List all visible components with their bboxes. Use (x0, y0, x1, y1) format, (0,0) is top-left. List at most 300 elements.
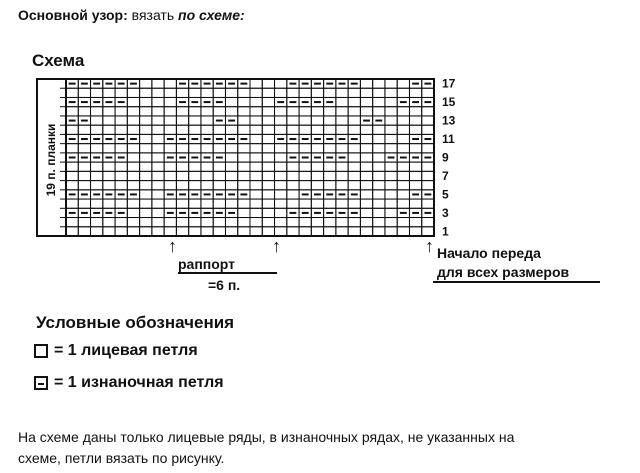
knit-cell (275, 171, 287, 180)
knit-cell (103, 171, 115, 180)
knit-cell (311, 125, 323, 134)
knit-cell (262, 153, 274, 162)
knit-cell (127, 218, 139, 227)
knit-cell (397, 125, 409, 134)
knit-cell (152, 144, 164, 153)
knit-cell (140, 171, 152, 180)
knit-cell (324, 171, 336, 180)
placket-label: 19 п. планки (44, 123, 58, 197)
knit-cell (275, 199, 287, 208)
knit-cell (422, 125, 434, 134)
knit-cell (275, 88, 287, 97)
knit-cell (115, 125, 127, 134)
legend-knit-text: = 1 лицевая петля (54, 342, 198, 359)
knit-cell (152, 88, 164, 97)
knit-cell (115, 107, 127, 116)
knit-cell (409, 181, 421, 190)
knit-cell (397, 218, 409, 227)
knit-cell (140, 190, 152, 199)
knit-cell (373, 171, 385, 180)
knit-cell (152, 116, 164, 125)
knit-cell (360, 97, 372, 106)
legend-purl-text: = 1 изнаночная петля (54, 374, 224, 391)
knit-cell (397, 79, 409, 88)
knit-cell (287, 190, 299, 199)
knit-cell (78, 162, 90, 171)
knit-cell (140, 79, 152, 88)
knit-cell (238, 181, 250, 190)
knit-cell (152, 125, 164, 134)
knit-cell (140, 153, 152, 162)
knit-cell (164, 162, 176, 171)
knit-cell (103, 199, 115, 208)
knit-cell (225, 162, 237, 171)
knit-cell (140, 88, 152, 97)
knit-cell (250, 227, 262, 236)
knit-cell (115, 171, 127, 180)
knit-cell (360, 162, 372, 171)
knit-cell (409, 171, 421, 180)
knit-cell (385, 181, 397, 190)
knit-cell (201, 116, 213, 125)
knit-cell (409, 199, 421, 208)
scheme-title: Схема (32, 51, 85, 70)
knit-cell (176, 227, 188, 236)
knit-cell (324, 116, 336, 125)
knit-cell (103, 181, 115, 190)
knit-cell (78, 218, 90, 227)
knit-cell (127, 171, 139, 180)
knit-cell (127, 107, 139, 116)
knit-cell (348, 97, 360, 106)
knit-cell (287, 162, 299, 171)
knit-cell (164, 107, 176, 116)
knit-cell (164, 97, 176, 106)
knit-cell (176, 116, 188, 125)
knit-cell (385, 88, 397, 97)
knit-cell (213, 107, 225, 116)
knit-cell (250, 171, 262, 180)
knit-cell (238, 153, 250, 162)
knit-cell (164, 181, 176, 190)
knit-cell (373, 125, 385, 134)
knit-cell (201, 181, 213, 190)
knit-cell (360, 181, 372, 190)
knit-cell (348, 181, 360, 190)
knit-cell (262, 97, 274, 106)
knit-cell (189, 88, 201, 97)
knit-cell (91, 88, 103, 97)
knit-cell (152, 199, 164, 208)
knit-cell (103, 116, 115, 125)
knit-cell (348, 153, 360, 162)
knit-cell (176, 199, 188, 208)
knit-cell (360, 208, 372, 217)
knit-cell (140, 227, 152, 236)
knit-cell (225, 153, 237, 162)
row-number: 11 (442, 132, 455, 147)
knit-stitch-icon (34, 344, 48, 358)
knit-cell (127, 181, 139, 190)
purl-stitch-icon (34, 376, 48, 390)
knit-cell (250, 88, 262, 97)
knit-cell (152, 218, 164, 227)
knit-cell (262, 208, 274, 217)
knit-cell (397, 116, 409, 125)
knit-cell (201, 125, 213, 134)
knit-cell (324, 144, 336, 153)
knit-cell (348, 227, 360, 236)
knit-cell (262, 190, 274, 199)
knit-cell (250, 116, 262, 125)
repeat-start-arrow-icon: ↑ (168, 236, 177, 256)
knit-cell (140, 97, 152, 106)
knit-cell (189, 199, 201, 208)
knit-cell (385, 208, 397, 217)
knit-cell (250, 153, 262, 162)
knit-cell (213, 227, 225, 236)
knit-cell (385, 125, 397, 134)
knit-cell (348, 144, 360, 153)
knit-cell (336, 171, 348, 180)
knit-cell (189, 116, 201, 125)
knit-cell (324, 107, 336, 116)
knit-cell (311, 162, 323, 171)
knit-cell (164, 144, 176, 153)
knit-cell (176, 171, 188, 180)
row-number: 15 (442, 95, 456, 110)
knit-cell (324, 181, 336, 190)
knit-cell (336, 227, 348, 236)
knit-cell (91, 181, 103, 190)
knit-cell (385, 227, 397, 236)
knit-cell (66, 107, 78, 116)
knit-cell (127, 88, 139, 97)
knit-cell (422, 162, 434, 171)
knit-cell (348, 171, 360, 180)
knit-cell (360, 199, 372, 208)
legend-title: Условные обозначения (36, 313, 235, 332)
knit-cell (287, 181, 299, 190)
knit-cell (422, 199, 434, 208)
knit-cell (189, 125, 201, 134)
knit-cell (299, 125, 311, 134)
knit-cell (213, 218, 225, 227)
knit-cell (91, 125, 103, 134)
knit-cell (238, 144, 250, 153)
knit-cell (152, 107, 164, 116)
knit-cell (422, 144, 434, 153)
knit-cell (397, 199, 409, 208)
knit-cell (385, 97, 397, 106)
knit-cell (360, 218, 372, 227)
knit-cell (311, 181, 323, 190)
knit-cell (250, 208, 262, 217)
knit-cell (250, 199, 262, 208)
knit-cell (397, 88, 409, 97)
knit-cell (373, 144, 385, 153)
knit-cell (360, 227, 372, 236)
knit-cell (176, 218, 188, 227)
knit-cell (262, 88, 274, 97)
knit-cell (275, 190, 287, 199)
knit-cell (287, 107, 299, 116)
knit-cell (152, 208, 164, 217)
knit-cell (360, 79, 372, 88)
row-number: 17 (442, 76, 456, 91)
knit-cell (336, 162, 348, 171)
knit-cell (397, 190, 409, 199)
knit-cell (348, 125, 360, 134)
knit-cell (311, 227, 323, 236)
knit-cell (262, 199, 274, 208)
knit-cell (78, 144, 90, 153)
knit-cell (262, 125, 274, 134)
knit-cell (78, 88, 90, 97)
knit-cell (385, 190, 397, 199)
knit-cell (275, 162, 287, 171)
pattern-heading-bold: Основной узор: (18, 7, 128, 23)
knit-cell (78, 107, 90, 116)
knit-cell (311, 199, 323, 208)
knit-cell (385, 162, 397, 171)
knit-cell (140, 162, 152, 171)
knit-cell (78, 227, 90, 236)
knit-cell (78, 181, 90, 190)
knit-cell (225, 144, 237, 153)
knit-cell (91, 199, 103, 208)
knit-cell (287, 218, 299, 227)
knit-cell (66, 181, 78, 190)
knit-cell (336, 97, 348, 106)
knit-cell (385, 107, 397, 116)
knit-cell (225, 227, 237, 236)
knit-cell (189, 181, 201, 190)
knit-cell (397, 144, 409, 153)
knit-cell (348, 107, 360, 116)
knit-cell (66, 144, 78, 153)
knit-cell (299, 181, 311, 190)
knit-cell (213, 199, 225, 208)
knit-cell (250, 218, 262, 227)
knit-cell (336, 218, 348, 227)
row-number: 7 (442, 168, 449, 183)
knit-cell (66, 218, 78, 227)
knit-cell (336, 181, 348, 190)
front-start-underline (433, 281, 600, 283)
knit-cell (275, 125, 287, 134)
knit-cell (115, 199, 127, 208)
knit-cell (164, 171, 176, 180)
knit-cell (262, 134, 274, 143)
knit-cell (225, 125, 237, 134)
knit-cell (409, 116, 421, 125)
knit-cell (103, 144, 115, 153)
knit-cell (250, 134, 262, 143)
knit-cell (299, 171, 311, 180)
knit-cell (373, 190, 385, 199)
knit-cell (336, 125, 348, 134)
knit-cell (238, 116, 250, 125)
knit-cell (311, 88, 323, 97)
knit-cell (348, 162, 360, 171)
knit-cell (91, 107, 103, 116)
knit-cell (189, 107, 201, 116)
knit-cell (103, 125, 115, 134)
knit-cell (140, 199, 152, 208)
knit-cell (238, 88, 250, 97)
knit-cell (176, 144, 188, 153)
knit-cell (152, 227, 164, 236)
knit-cell (311, 107, 323, 116)
knit-cell (348, 218, 360, 227)
knit-cell (140, 218, 152, 227)
knit-cell (324, 125, 336, 134)
knit-cell (360, 125, 372, 134)
knit-cell (275, 153, 287, 162)
knit-cell (164, 88, 176, 97)
knit-cell (140, 144, 152, 153)
knit-cell (409, 125, 421, 134)
knit-cell (373, 79, 385, 88)
knit-cell (140, 107, 152, 116)
knit-cell (397, 181, 409, 190)
knit-cell (225, 88, 237, 97)
knit-cell (262, 144, 274, 153)
knit-cell (275, 116, 287, 125)
knit-cell (373, 107, 385, 116)
knit-cell (201, 144, 213, 153)
knit-cell (103, 162, 115, 171)
knit-cell (127, 125, 139, 134)
knit-cell (250, 181, 262, 190)
knit-cell (238, 208, 250, 217)
knit-cell (201, 218, 213, 227)
knit-cell (422, 116, 434, 125)
knit-cell (422, 218, 434, 227)
knit-cell (164, 199, 176, 208)
knit-cell (299, 107, 311, 116)
knit-cell (115, 227, 127, 236)
knit-cell (409, 227, 421, 236)
knit-cell (373, 218, 385, 227)
knit-cell (262, 162, 274, 171)
repeat-end-arrow-icon: ↑ (272, 236, 281, 256)
knit-cell (238, 125, 250, 134)
knit-cell (238, 199, 250, 208)
knit-cell (397, 227, 409, 236)
knit-cell (152, 190, 164, 199)
knit-cell (127, 208, 139, 217)
knit-cell (373, 97, 385, 106)
knit-cell (373, 134, 385, 143)
knit-cell (213, 125, 225, 134)
knit-cell (262, 171, 274, 180)
knit-cell (299, 88, 311, 97)
knit-cell (91, 162, 103, 171)
knit-cell (360, 171, 372, 180)
note-line2: схеме, петли вязать по рисунку. (18, 450, 225, 466)
knit-cell (299, 144, 311, 153)
knit-cell (115, 218, 127, 227)
repeat-bracket (178, 272, 277, 274)
knit-cell (115, 144, 127, 153)
knit-cell (397, 107, 409, 116)
knit-cell (287, 171, 299, 180)
knit-cell (373, 227, 385, 236)
knit-cell (201, 162, 213, 171)
knit-cell (127, 227, 139, 236)
knit-cell (164, 218, 176, 227)
knit-cell (360, 190, 372, 199)
knit-cell (238, 227, 250, 236)
knit-cell (422, 171, 434, 180)
knit-cell (152, 79, 164, 88)
knit-cell (103, 218, 115, 227)
knit-cell (360, 153, 372, 162)
knit-cell (140, 125, 152, 134)
knit-cell (262, 227, 274, 236)
knit-cell (287, 88, 299, 97)
knit-cell (103, 88, 115, 97)
knit-cell (201, 88, 213, 97)
knit-cell (385, 134, 397, 143)
knit-cell (225, 171, 237, 180)
knit-cell (397, 171, 409, 180)
knit-cell (422, 181, 434, 190)
knit-cell (299, 162, 311, 171)
knit-cell (324, 227, 336, 236)
knit-cell (115, 88, 127, 97)
knit-cell (299, 218, 311, 227)
front-start-label-line1: Начало переда (437, 245, 541, 261)
repeat-value: =6 п. (208, 277, 241, 293)
knit-cell (213, 162, 225, 171)
row-number: 9 (442, 150, 449, 165)
knit-cell (213, 181, 225, 190)
knit-cell (324, 199, 336, 208)
knit-cell (152, 181, 164, 190)
knit-cell (140, 181, 152, 190)
knit-cell (287, 199, 299, 208)
knit-cell (311, 116, 323, 125)
knit-cell (103, 107, 115, 116)
knit-cell (324, 162, 336, 171)
row-number: 1 (442, 224, 449, 239)
knit-cell (324, 88, 336, 97)
knit-cell (238, 107, 250, 116)
knit-cell (299, 227, 311, 236)
knit-cell (348, 199, 360, 208)
knit-cell (385, 199, 397, 208)
front-start-label-line2: для всех размеров (437, 264, 570, 280)
knit-cell (336, 199, 348, 208)
knit-cell (311, 218, 323, 227)
knit-cell (225, 97, 237, 106)
knit-cell (385, 144, 397, 153)
knit-cell (78, 125, 90, 134)
knit-cell (397, 134, 409, 143)
knit-cell (152, 171, 164, 180)
knit-cell (385, 171, 397, 180)
knit-cell (311, 171, 323, 180)
knit-cell (336, 116, 348, 125)
row-number: 3 (442, 205, 449, 220)
knit-cell (275, 144, 287, 153)
knit-cell (360, 144, 372, 153)
knit-cell (152, 153, 164, 162)
knit-cell (152, 162, 164, 171)
